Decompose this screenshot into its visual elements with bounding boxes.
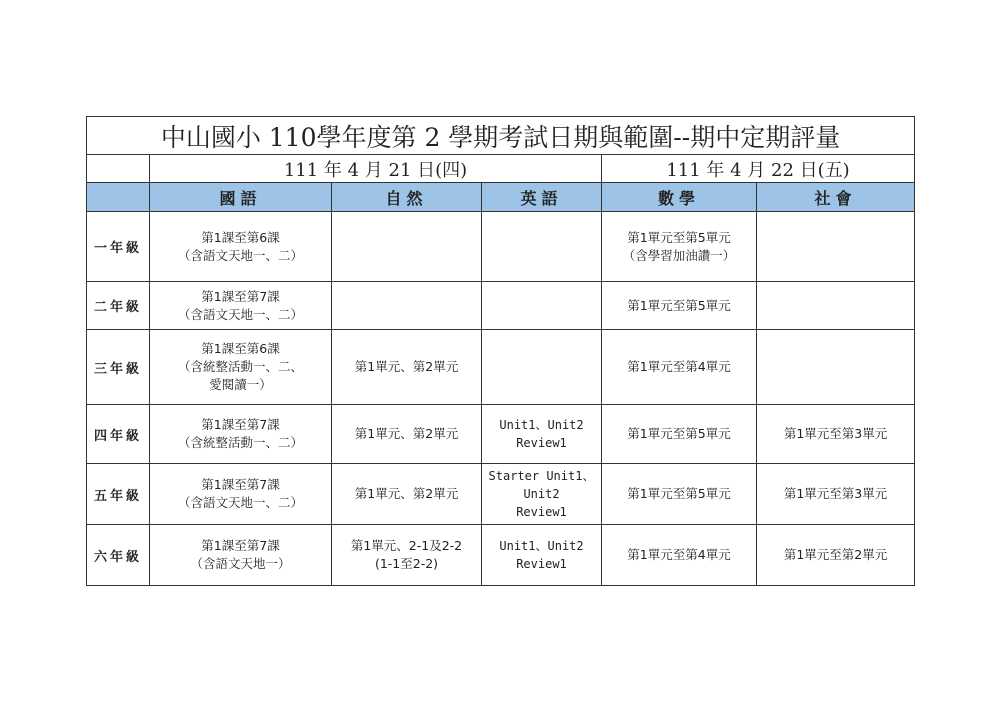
- date-day-2: 111 年 4 月 22 日(五): [602, 155, 915, 183]
- scope-line: 第1課至第7課: [201, 417, 280, 432]
- scope-cell-english: [482, 330, 602, 405]
- scope-line: （含語文天地一、二）: [177, 306, 303, 322]
- scope-cell-math: [602, 282, 757, 330]
- subject-header-social: 社會: [757, 183, 915, 212]
- scope-line: 第1課至第7課: [201, 477, 280, 492]
- date-corner-cell: [87, 155, 150, 183]
- scope-cell-english: [482, 212, 602, 282]
- grade-label: 二年級: [87, 282, 150, 330]
- scope-line: （含語文天地一）: [190, 556, 291, 571]
- scope-line: （含語文天地一、二）: [177, 495, 303, 510]
- scope-cell-english: [482, 405, 602, 464]
- grade-row: [87, 282, 915, 330]
- scope-line: 第1單元、第2單元: [354, 359, 459, 374]
- grade-row: [87, 464, 915, 525]
- subject-header-science: 自然: [332, 183, 482, 212]
- scope-line: 第1單元至第5單元: [627, 297, 731, 313]
- scope-cell-math: [602, 330, 757, 405]
- scope-cell-social: [757, 282, 915, 330]
- scope-cell-math: [602, 405, 757, 464]
- grade-label: 五年級: [87, 464, 150, 525]
- page-title: 中山國小 110學年度第 2 學期考試日期與範圍--期中定期評量: [87, 117, 915, 155]
- scope-line: 第1單元至第3單元: [783, 486, 888, 501]
- grade-row: [87, 330, 915, 405]
- scope-cell-chinese: [150, 282, 332, 330]
- scope-line: 第1課至第7課: [201, 288, 280, 304]
- scope-cell-social: [757, 405, 915, 464]
- grade-label: 六年級: [87, 525, 150, 586]
- grade-row: [87, 405, 915, 464]
- scope-line: 第1單元至第5單元: [627, 229, 731, 245]
- scope-line: （含統整活動一、二、: [177, 359, 303, 374]
- scope-line: 第1課至第7課: [201, 538, 280, 553]
- subject-header-row: [87, 183, 915, 212]
- scope-line: 愛閱讀一）: [209, 377, 272, 392]
- grade-label: 三年級: [87, 330, 150, 405]
- scope-cell-science: [332, 330, 482, 405]
- scope-cell-chinese: [150, 525, 332, 586]
- grade-row: [87, 212, 915, 282]
- scope-cell-math: [602, 464, 757, 525]
- date-row: [87, 155, 915, 183]
- scope-line: 第1單元、第2單元: [354, 486, 459, 501]
- scope-line: （含統整活動一、二）: [177, 435, 303, 450]
- scope-cell-chinese: [150, 212, 332, 282]
- grade-label: 一年級: [87, 212, 150, 282]
- exam-schedule-body: [87, 117, 915, 586]
- scope-cell-english: [482, 282, 602, 330]
- scope-line: 第1課至第6課: [201, 341, 280, 356]
- title-row: [87, 117, 915, 155]
- scope-line: Starter Unit1、: [488, 469, 595, 483]
- subject-header-english: 英語: [482, 183, 602, 212]
- scope-cell-science: [332, 525, 482, 586]
- scope-cell-chinese: [150, 405, 332, 464]
- scope-line: 第1單元至第5單元: [627, 426, 731, 441]
- scope-line: Unit1、Unit2: [499, 418, 584, 432]
- scope-cell-math: [602, 525, 757, 586]
- scope-cell-science: [332, 282, 482, 330]
- scope-cell-social: [757, 330, 915, 405]
- scope-cell-english: [482, 464, 602, 525]
- scope-cell-social: [757, 212, 915, 282]
- scope-line: 第1單元至第2單元: [783, 547, 888, 562]
- scope-line: 第1單元、2-1及2-2: [350, 538, 463, 553]
- scope-line: Review1: [516, 557, 567, 571]
- subject-corner-cell: [87, 183, 150, 212]
- scope-line: （含語文天地一、二）: [177, 247, 303, 263]
- grade-row: [87, 525, 915, 586]
- scope-cell-chinese: [150, 330, 332, 405]
- scope-line: Review1: [516, 505, 567, 519]
- scope-line: Review1: [516, 436, 567, 450]
- subject-header-math: 數學: [602, 183, 757, 212]
- scope-cell-english: [482, 525, 602, 586]
- scope-line: (1-1至2-2): [374, 556, 439, 571]
- date-day-1: 111 年 4 月 21 日(四): [150, 155, 602, 183]
- scope-line: 第1單元至第3單元: [783, 426, 888, 441]
- scope-cell-science: [332, 405, 482, 464]
- scope-line: 第1單元、第2單元: [354, 426, 459, 441]
- scope-cell-chinese: [150, 464, 332, 525]
- scope-line: （含學習加油讚一）: [622, 247, 736, 263]
- scope-cell-social: [757, 525, 915, 586]
- subject-header-chinese: 國語: [150, 183, 332, 212]
- exam-schedule-table: [86, 116, 915, 586]
- scope-cell-science: [332, 212, 482, 282]
- scope-line: 第1課至第6課: [201, 229, 280, 245]
- scope-line: Unit2: [523, 487, 560, 501]
- scope-line: Unit1、Unit2: [499, 539, 584, 553]
- scope-line: 第1單元至第4單元: [627, 547, 731, 562]
- scope-line: 第1單元至第5單元: [627, 486, 731, 501]
- scope-line: 第1單元至第4單元: [627, 359, 731, 374]
- scope-cell-math: [602, 212, 757, 282]
- scope-cell-social: [757, 464, 915, 525]
- scope-cell-science: [332, 464, 482, 525]
- grade-label: 四年級: [87, 405, 150, 464]
